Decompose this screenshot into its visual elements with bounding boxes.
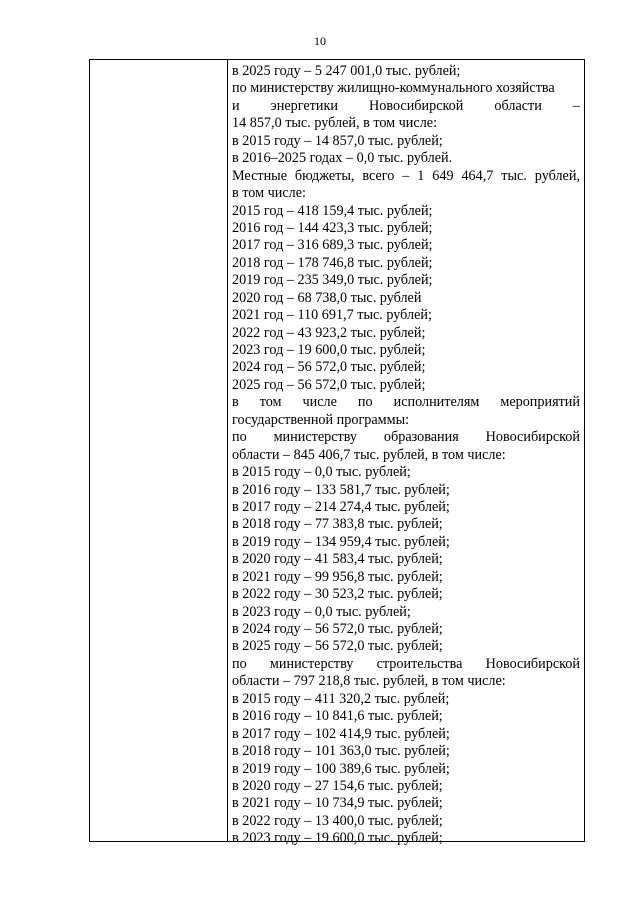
text-line: в 2018 году – 77 383,8 тыс. рублей; [232,516,443,533]
text-line: 2024 год – 56 572,0 тыс. рублей; [232,359,426,376]
text-line: в 2015 году – 14 857,0 тыс. рублей; [232,132,443,149]
text-line: в 2017 году – 214 274,4 тыс. рублей; [232,498,450,515]
text-line: 2020 год – 68 738,0 тыс. рублей [232,289,422,306]
text-line: 2019 год – 235 349,0 тыс. рублей; [232,272,433,289]
text-line: в 2016 году – 133 581,7 тыс. рублей; [232,481,450,498]
text-line: 2017 год – 316 689,3 тыс. рублей; [232,237,433,254]
text-line: 2018 год – 178 746,8 тыс. рублей; [232,254,433,271]
text-line: в 2024 году – 56 572,0 тыс. рублей; [232,621,443,637]
page-number: 10 [314,34,326,48]
text-line: в 2025 году – 5 247 001,0 тыс. рублей; [232,63,461,79]
text-line: в 2015 году – 0,0 тыс. рублей; [232,464,411,481]
text-line: 2023 год – 19 600,0 тыс. рублей; [232,342,426,358]
text-line: по министерству строительства Новосибирской [232,655,580,672]
text-line: в 2022 году – 13 400,0 тыс. рублей; [232,812,443,829]
text-line: в 2020 году – 41 583,4 тыс. рублей; [232,551,443,568]
text-line: 2025 год – 56 572,0 тыс. рублей; [232,376,426,393]
text-line: в 2019 году – 134 959,4 тыс. рублей; [232,533,450,550]
text-line: по министерству образования Новосибирской [232,429,580,446]
text-line: в 2023 году – 19 600,0 тыс. рублей; [232,830,443,847]
text-line: в 2021 году – 10 734,9 тыс. рублей; [232,795,443,812]
text-line: по министерству жилищно-коммунального хозяйства [232,80,555,97]
text-line: области – 845 406,7 тыс. рублей, в том числе: [232,446,506,463]
text-line: Местные бюджеты, всего – 1 649 464,7 тыс. рублей, [232,167,580,184]
text-line: 2021 год – 110 691,7 тыс. рублей; [232,307,432,324]
text-line: 2016 год – 144 423,3 тыс. рублей; [232,219,433,236]
text-line: и энергетики Новосибирской области – [232,97,580,114]
text-line: в 2023 году – 0,0 тыс. рублей; [232,603,411,620]
column-divider [227,60,228,841]
text-line: в том числе: [232,185,306,202]
text-line: в 2021 году – 99 956,8 тыс. рублей; [232,568,443,585]
funding-table [89,59,585,847]
text-line: 2022 год – 43 923,2 тыс. рублей; [232,324,426,341]
text-line: в 2017 году – 102 414,9 тыс. рублей; [232,725,450,742]
text-line: в 2016 году – 10 841,6 тыс. рублей; [232,708,443,725]
text-line: в 2025 году – 56 572,0 тыс. рублей; [232,638,443,655]
text-line: в 2022 году – 30 523,2 тыс. рублей; [232,586,443,603]
text-line: 2015 год – 418 159,4 тыс. рублей; [232,202,433,219]
text-line: области – 797 218,8 тыс. рублей, в том числе: [232,673,506,690]
text-line: в 2020 году – 27 154,6 тыс. рублей; [232,777,443,794]
funding-details-cell [232,63,580,848]
text-line: 14 857,0 тыс. рублей, в том числе: [232,115,438,132]
text-line: в 2019 году – 100 389,6 тыс. рублей; [232,760,450,777]
text-line: в 2016–2025 годах – 0,0 тыс. рублей. [232,150,453,167]
text-line: в 2015 году – 411 320,2 тыс. рублей; [232,690,450,707]
text-line: в том числе по исполнителям мероприятий [232,394,580,411]
text-line: в 2018 году – 101 363,0 тыс. рублей; [232,743,450,760]
text-line: государственной программы: [232,411,410,428]
